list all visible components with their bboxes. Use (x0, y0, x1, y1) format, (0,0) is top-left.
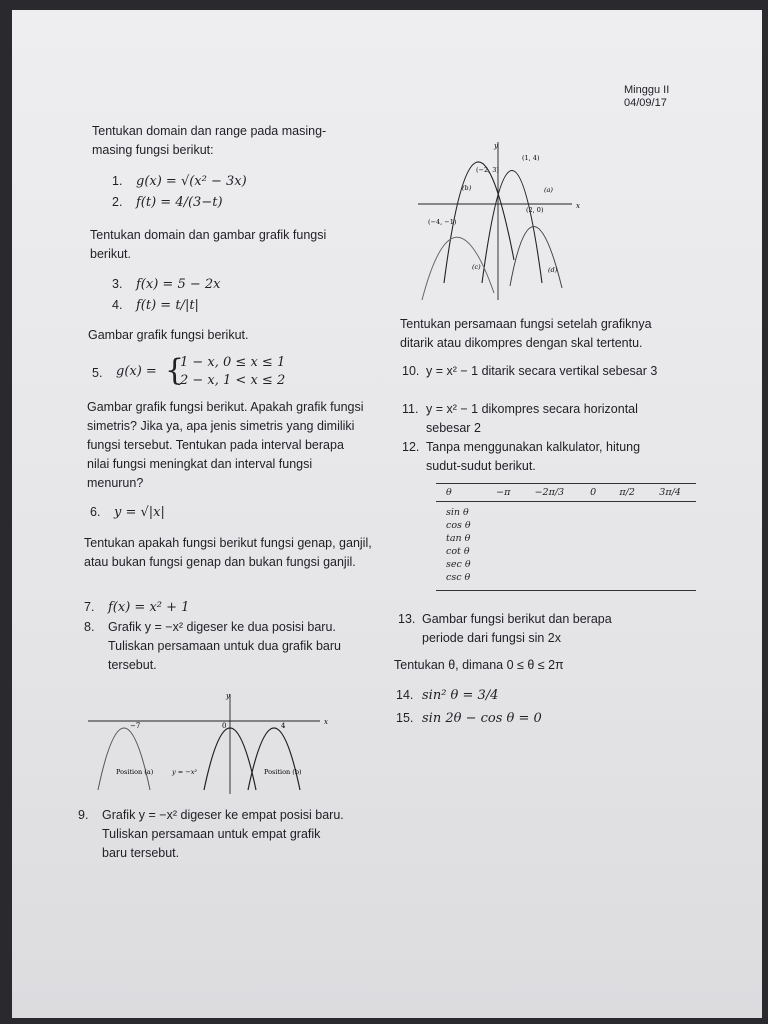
question-13-text: Gambar fungsi berikut dan berapa periode dari fungsi sin 2x (422, 612, 612, 645)
parabola-position-a (98, 728, 150, 790)
question-14: 14. sin² θ = 3/4 (396, 688, 499, 703)
table-header: 0 (580, 484, 609, 502)
label-position-b: Position (b) (264, 768, 302, 776)
row-label: sin θ (446, 507, 469, 518)
table-row (436, 571, 696, 591)
point-neg2-3: (−2, 3) (476, 166, 499, 174)
question-5-case-2: 2 − x, 1 < x ≤ 2 (180, 373, 286, 388)
week-label: Minggu II (624, 84, 670, 96)
table-header: 3π/4 (649, 484, 696, 502)
label-0: 0 (222, 722, 227, 730)
worksheet-page: Minggu II 04/09/17 Tentukan domain dan range pada masing-masing fungsi berikut: 1. g(x) = √(x² − 3x) 2. f(t) = 4/(3−t) Tentukan domain dan gambar grafik fungsi berikut. 3. f(x) = 5 − 2x 4. f(t) = t/|t| Gambar grafik fungsi berikut. 5. g(x) = { 1 − x, 0 ≤ x ≤ 1 2 − x, 1 < x ≤ 2 Gambar grafik fungsi berikut. Apakah grafik fungsi simetris? Jika ya, apa jenis simetris yang dimiliki fungsi tersebut. Tentukan pada interval berapa nilai fungsi meningkat dan interval fungsi menurun? 6. y = √|x| Tentukan apakah fungsi berikut fungsi genap, ganjil, atau bukan fungsi genap dan bukan fungsi ganjil. 7. f(x) = x² + 1 8. Grafik y = −x² digeser ke dua posisi baru. Tuliskan persamaan untuk dua grafik baru tersebut. −7 0 4 x y Position (a) y = −x² Position (b) 9. Grafik y = −x² digeser ke empat posisi baru. Tuliskan persamaan untuk empat grafik baru tersebut. (−2, 3) (1, 4) (2, 0) (−4, −1) (b) (a) (c) (d) x y Tentukan persamaan fungsi setelah grafiknya ditarik atau dikompres dengan skal tertentu. 10. y = x² − 1 ditarik secara vertikal sebesar 3 11. y = x² − 1 dikompres secara horizontal sebesar 2 12. Tanpa menggunakan kalkulator, hitung sudut-sudut berikut. θ −π −2π/3 0 π/2 3π/4 sin θ cos θ tan θ cot θ sec θ csc θ 13. Gambar fungsi berikut dan berapa periode dari fungsi sin 2x Tentukan θ, dimana 0 ≤ θ ≤ 2π 14. sin² θ = 3/4 15. sin 2θ − cos θ = 0 (12, 10, 762, 1018)
label-a: (a) (544, 186, 553, 194)
point-neg4-neg1: (−4, −1) (428, 218, 457, 226)
question-15-expr: sin 2θ − cos θ = 0 (422, 711, 542, 726)
label-position-a: Position (a) (116, 768, 154, 776)
question-10-text: y = x² − 1 ditarik secara vertikal sebesar 3 (426, 364, 658, 378)
question-2-expr: f(t) = 4/(3−t) (136, 195, 223, 210)
point-1-4: (1, 4) (522, 154, 540, 162)
transformed-parabolas-graph (414, 138, 594, 306)
question-6-expr: y = √|x| (114, 505, 165, 520)
question-2: 2. f(t) = 4/(3−t) (112, 195, 223, 210)
label-neg7: −7 (130, 722, 141, 730)
label-y: y (494, 142, 498, 150)
label-curve: y = −x² (172, 768, 197, 776)
table-header: −π (486, 484, 524, 502)
trig-values-table (436, 483, 696, 591)
row-label: csc θ (446, 572, 471, 583)
parabola-d (510, 226, 562, 288)
table-row (436, 502, 696, 520)
label-4: 4 (281, 722, 286, 730)
question-1: 1. g(x) = √(x² − 3x) (112, 174, 247, 189)
table-header: −2π/3 (525, 484, 581, 502)
date-label: 04/09/17 (624, 97, 667, 109)
question-12-text: Tanpa menggunakan kalkulator, hitung sudut-sudut berikut. (426, 440, 641, 473)
question-5-case-1: 1 − x, 0 ≤ x ≤ 1 (180, 355, 286, 370)
instruction-solve-theta: Tentukan θ, dimana 0 ≤ θ ≤ 2π (394, 658, 564, 672)
label-b: (b) (462, 184, 472, 192)
instruction-domain-range: Tentukan domain dan range pada masing-masing fungsi berikut: (92, 124, 327, 157)
question-4-expr: f(t) = t/|t| (136, 298, 199, 313)
question-5: 5. g(x) = { 1 − x, 0 ≤ x ≤ 1 2 − x, 1 < x ≤ 2 (92, 353, 286, 388)
label-c: (c) (472, 263, 481, 271)
instruction-domain-graph: Tentukan domain dan gambar grafik fungsi berikut. (90, 228, 327, 261)
question-5-lhs: g(x) = (116, 364, 157, 379)
parabola-shift-graph (84, 690, 334, 800)
table-header: θ (436, 484, 486, 502)
instruction-even-odd: Tentukan apakah fungsi berikut fungsi genap, ganjil, atau bukan fungsi genap dan bukan fungsi ganjil. (84, 536, 372, 569)
table-row (436, 519, 696, 532)
row-label: cot θ (446, 546, 470, 557)
instruction-symmetry: Gambar grafik fungsi berikut. Apakah grafik fungsi simetris? Jika ya, apa jenis simetris yang dimiliki fungsi tersebut. Tentukan pada interval berapa nilai fungsi meningkat dan interval fungsi menurun? (87, 400, 364, 490)
row-label: cos θ (446, 520, 471, 531)
question-14-expr: sin² θ = 3/4 (422, 688, 499, 703)
question-1-expr: g(x) = √(x² − 3x) (136, 174, 247, 189)
table-row (436, 532, 696, 545)
instruction-draw-graph: Gambar grafik fungsi berikut. (88, 328, 249, 342)
brace-symbol: { (165, 353, 185, 388)
question-7: 7. f(x) = x² + 1 (84, 600, 190, 615)
question-6: 6. y = √|x| (90, 505, 165, 520)
question-3-expr: f(x) = 5 − 2x (136, 277, 221, 292)
table-row (436, 545, 696, 558)
table-header: π/2 (609, 484, 649, 502)
table-header-row (436, 484, 696, 502)
question-11-text: y = x² − 1 dikompres secara horizontal sebesar 2 (426, 402, 638, 435)
parabola-position-b (248, 728, 300, 790)
row-label: sec θ (446, 559, 471, 570)
label-x: x (576, 202, 580, 210)
label-d: (d) (548, 266, 558, 274)
question-4: 4. f(t) = t/|t| (112, 298, 199, 313)
question-9-text: Grafik y = −x² digeser ke empat posisi baru. Tuliskan persamaan untuk empat grafik baru tersebut. (102, 808, 344, 860)
question-3: 3. f(x) = 5 − 2x (112, 277, 221, 292)
label-x: x (324, 718, 328, 726)
parabola-c (422, 237, 494, 300)
table-row (436, 558, 696, 571)
label-y: y (226, 692, 230, 700)
question-7-expr: f(x) = x² + 1 (108, 600, 190, 615)
instruction-stretch-compress: Tentukan persamaan fungsi setelah grafiknya ditarik atau dikompres dengan skal tertentu. (400, 317, 652, 350)
question-15: 15. sin 2θ − cos θ = 0 (396, 711, 542, 726)
row-label: tan θ (446, 533, 471, 544)
point-2-0: (2, 0) (526, 206, 544, 214)
question-8-text: Grafik y = −x² digeser ke dua posisi baru. Tuliskan persamaan untuk dua grafik baru tersebut. (108, 620, 342, 672)
